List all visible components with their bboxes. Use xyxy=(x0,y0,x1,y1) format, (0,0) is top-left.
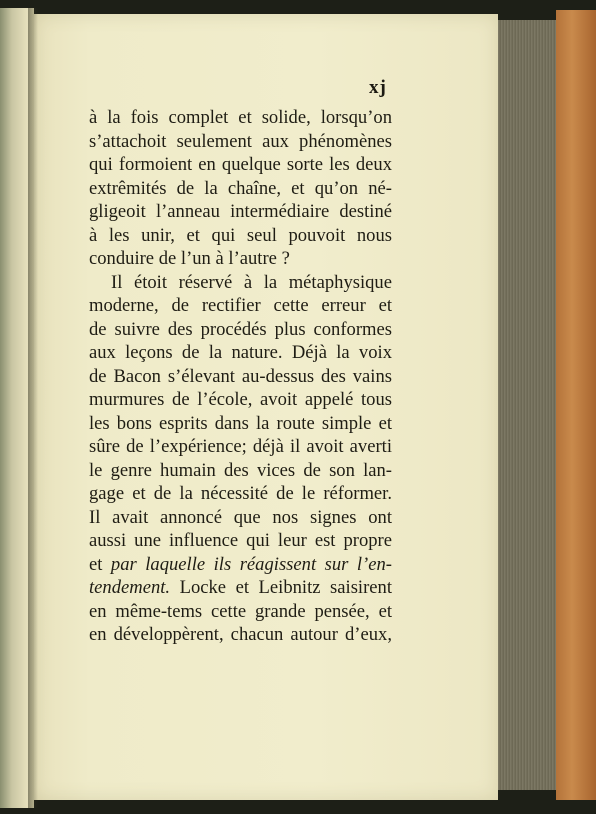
text-line: de Bacon s’élevant au-dessus des vains xyxy=(89,365,392,387)
text-line: s’attachoit seulement aux phénomènes xyxy=(89,130,392,152)
text-line: moderne, de rectifier cette erreur et xyxy=(89,295,392,316)
text-line: le genre humain des vices de son lan- xyxy=(89,459,392,481)
text-line: Il avait annoncé que nos signes ont xyxy=(89,506,392,528)
text-line xyxy=(89,576,392,600)
text-line: murmures de l’école, avoit appelé tous xyxy=(89,389,392,410)
text-line: à la fois complet et solide, lorsqu’on xyxy=(89,107,392,128)
page-edges xyxy=(498,20,556,790)
text-line: en développèrent, chacun autour d’eux, xyxy=(89,624,392,645)
text-line xyxy=(89,553,392,577)
text-line: qui formoient en quelque sorte les deux xyxy=(89,154,392,175)
italic-text: tendement. xyxy=(89,577,171,598)
text-line: de suivre des procédés plus conformes xyxy=(89,318,392,340)
text-line: gage et de la nécessité de le réformer. xyxy=(89,483,392,504)
book-gutter xyxy=(28,8,38,808)
text-run: et xyxy=(89,553,111,575)
text-line: les bons esprits dans la route simple et xyxy=(89,412,392,434)
text-line: sûre de l’expérience; déjà il avoit averti xyxy=(89,436,392,457)
text-line: en même-tems cette grande pensée, et xyxy=(89,600,392,622)
text-line: Il étoit réservé à la métaphysique xyxy=(111,271,392,293)
text-line: extrêmités de la chaîne, et qu’on né- xyxy=(89,177,392,199)
text-line: aussi une influence qui leur est propre xyxy=(89,530,392,551)
text-line: gligeoit l’anneau intermédiaire destiné xyxy=(89,201,392,222)
book-cover-edge xyxy=(556,10,596,800)
text-line: aux leçons de la nature. Déjà la voix xyxy=(89,342,392,363)
page-number: xj xyxy=(369,77,387,98)
text-run: Locke et Leibnitz saisirent xyxy=(170,577,392,598)
body-text xyxy=(89,106,392,647)
text-line: conduire de l’un à l’autre ? xyxy=(89,248,290,269)
text-line: à les unir, et qui seul pouvoit nous xyxy=(89,224,392,246)
italic-text: par laquelle ils réagissent sur l’en- xyxy=(110,553,392,575)
